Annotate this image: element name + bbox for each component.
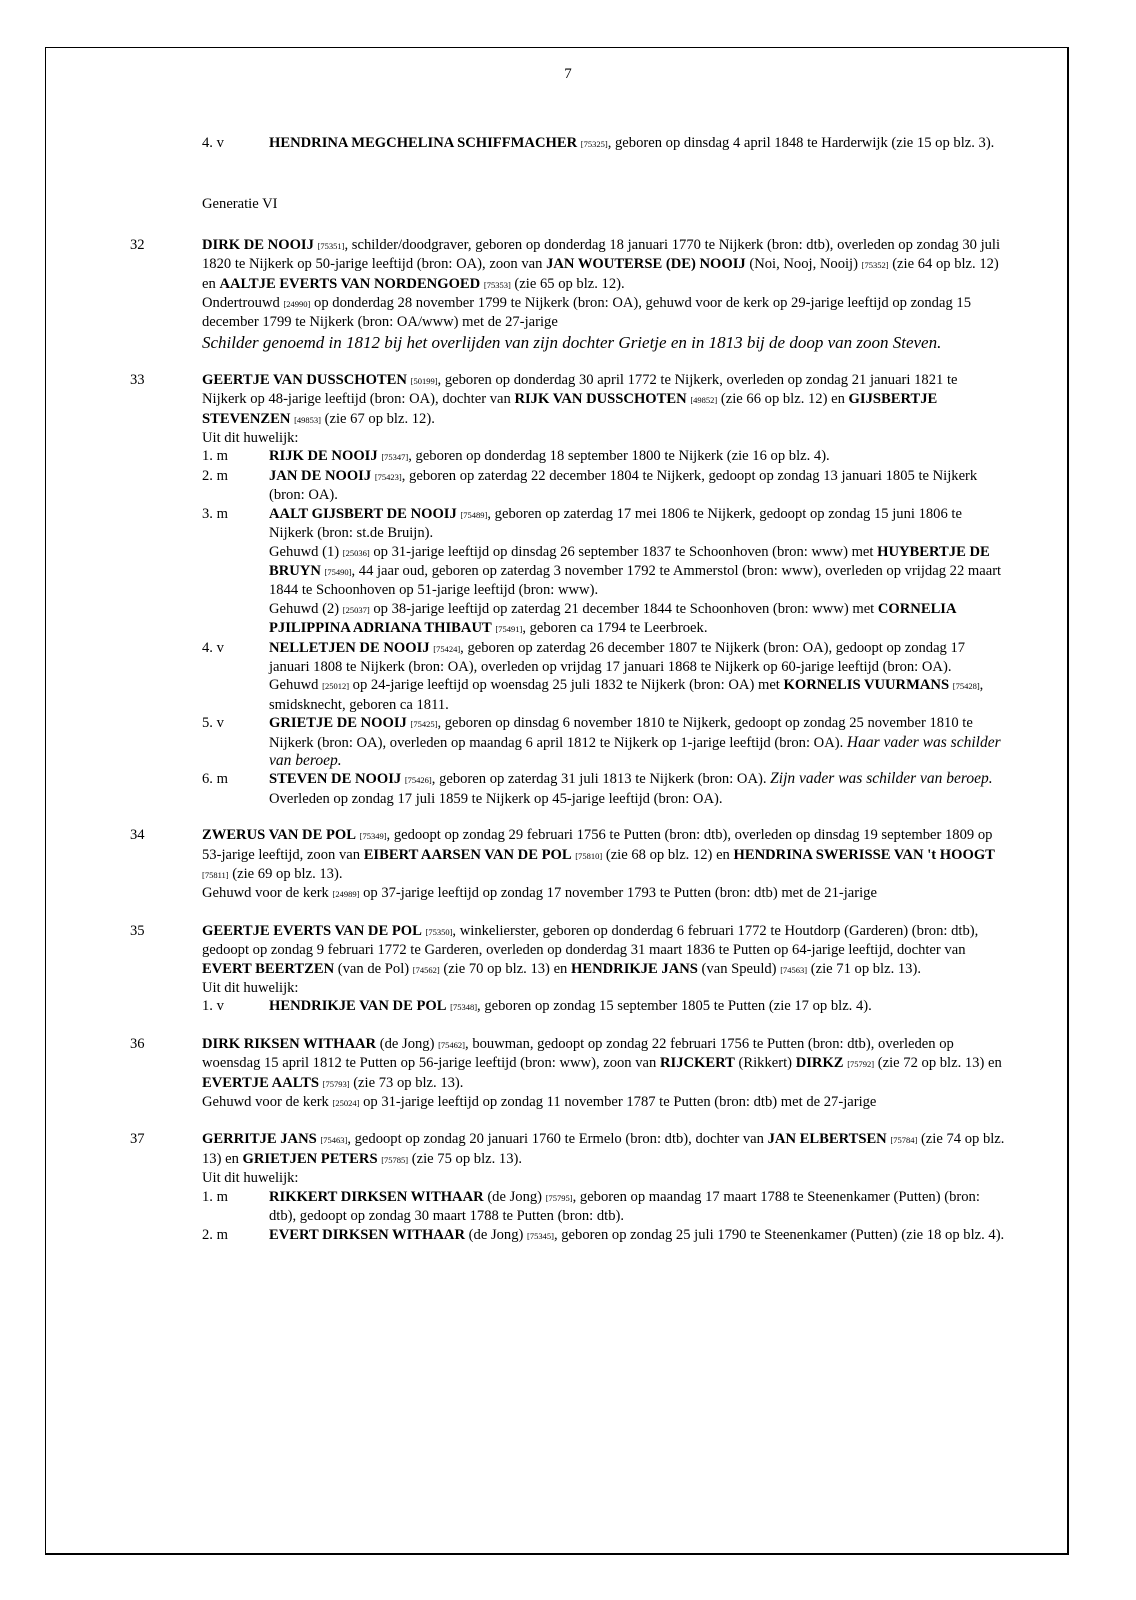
- mother-name: AALTJE EVERTS VAN NORDENGOED: [219, 275, 481, 292]
- person-name: STEVEN DE NOOIJ: [269, 771, 402, 788]
- person-name: RIJK DE NOOIJ: [269, 448, 378, 465]
- person-name: HENDRIKJE VAN DE POL: [269, 998, 447, 1015]
- person-name: RIKKERT DIRKSEN WITHAAR: [269, 1188, 484, 1205]
- child-entry: 5. v GRIETJE DE NOOIJ [75425], geboren op dinsdag 6 november 1810 te Nijkerk, gedoopt op zondag 25 november 1810 te Nijkerk (bron: OA), overleden op maandag 6 april 1812 te Nijkerk op 1-jarige leeftijd (bron: OA). Haar vader was schilder van beroep.: [202, 715, 1001, 769]
- person-entry-37: 37 GERRITJE JANS [75463], gedoopt op zondag 20 januari 1760 te Ermelo (bron: dtb), dochter van JAN ELBERTSEN [75784] (zie 74 op blz. 13) en GRIETJEN PETERS [75785] (zie 75 op blz. 13). Uit dit huwelijk:: [130, 1131, 1005, 1187]
- person-entry-36: 36 DIRK RIKSEN WITHAAR (de Jong) [75462], bouwman, gedoopt op zondag 22 februari 1756 te Putten (bron: dtb), overleden op woensdag 15 april 1812 te Putten op 56-jarige leeftijd (bron: www), zoon van RIJCKERT (Rikkert) DIRKZ [75792] (zie 72 op blz. 13) en EVERTJE AALTS [75793] (zie 73 op blz. 13). Gehuwd voor de kerk [25024] op 31-jarige leeftijd op zondag 11 november 1787 te Putten (bron: dtb) met de 27-jarige: [130, 1035, 1002, 1111]
- person-ref: [75325]: [580, 139, 608, 149]
- person-name: DIRK DE NOOIJ: [202, 236, 314, 253]
- person-name: NELLETJEN DE NOOIJ: [269, 639, 430, 656]
- person-name: GEERTJE VAN DUSSCHOTEN: [202, 371, 407, 388]
- page-number: 7: [564, 66, 572, 82]
- father-name: JAN ELBERTSEN: [767, 1131, 887, 1148]
- person-name: HENDRINA MEGCHELINA SCHIFFMACHER: [269, 135, 578, 151]
- children-heading: Uit dit huwelijk:: [202, 980, 299, 997]
- children-heading: Uit dit huwelijk:: [202, 1170, 299, 1187]
- note: Schilder genoemd in 1812 bij het overlijden van zijn dochter Grietje en in 1813 bij de doop van zoon Steven.: [202, 332, 942, 352]
- entry-number: 35: [130, 922, 145, 939]
- child-label: 4. v: [202, 135, 224, 151]
- child-entry: 3. m AALT GIJSBERT DE NOOIJ [75489], geboren op zaterdag 17 mei 1806 te Nijkerk, gedoopt op zondag 15 juni 1806 te Nijkerk (bron: st.de Bruijn). Gehuwd (1) [25036] op 31-jarige leeftijd op dinsdag 26 september 1837 te Schoonhoven (bron: www) met HUYBERTJE DE BRUYN [75490], 44 jaar oud, geboren op zaterdag 3 november 1792 te Ammerstol (bron: www), overleden op vrijdag 22 maart 1844 te Schoonhoven op 51-jarige leeftijd (bron: www). Gehuwd (2) [25037] op 38-jarige leeftijd op zaterdag 21 december 1844 te Schoonhoven (bron: www) met CORNELIA PJILIPPINA ADRIANA THIBAUT [75491], geboren ca 1794 te Leerbroek.: [202, 505, 1002, 637]
- child-entry: 1. v HENDRIKJE VAN DE POL [75348], geboren op zondag 15 september 1805 te Putten (zie 17 op blz. 4).: [202, 998, 872, 1015]
- person-entry-32: 32 DIRK DE NOOIJ [75351], schilder/doodgraver, geboren op donderdag 18 januari 1770 te Nijkerk (bron: dtb), overleden op zondag 30 juli 1820 te Nijkerk op 50-jarige leeftijd (bron: OA), zoon van JAN WOUTERSE (DE) NOOIJ (Noi, Nooj, Nooij) [75352] (zie 64 op blz. 12) en AALTJE EVERTS VAN NORDENGOED [75353] (zie 65 op blz. 12). Ondertrouwd [24990] op donderdag 28 november 1799 te Nijkerk (bron: OA), gehuwd voor de kerk op 29-jarige leeftijd op zondag 15 december 1799 te Nijkerk (bron: OA/www) met de 27-jarige Schilder genoemd in 1812 bij het overlijden van zijn dochter Grietje en in 1813 bij de doop van zoon Steven.: [130, 236, 1005, 353]
- father-name: RIJK VAN DUSSCHOTEN: [514, 391, 687, 408]
- child-entry: 6. m STEVEN DE NOOIJ [75426], geboren op zaterdag 31 juli 1813 te Nijkerk (bron: OA). Zijn vader was schilder van beroep. Overleden op zondag 17 juli 1859 te Nijkerk op 45-jarige leeftijd (bron: OA).: [202, 770, 993, 807]
- note: Zijn vader was schilder van beroep.: [770, 770, 993, 788]
- person-entry-34: 34 ZWERUS VAN DE POL [75349], gedoopt op zondag 29 februari 1756 te Putten (bron: dtb), overleden op dinsdag 19 september 1809 op 53-jarige leeftijd, zoon van EIBERT AARSEN VAN DE POL [75810] (zie 68 op blz. 12) en HENDRINA SWERISSE VAN 't HOOGT [75811] (zie 69 op blz. 13). Gehuwd voor de kerk [24989] op 37-jarige leeftijd op zondag 17 november 1793 te Putten (bron: dtb) met de 21-jarige: [130, 827, 995, 902]
- mother-name: HENDRIKJE JANS: [571, 960, 698, 977]
- mother-name: GRIETJEN PETERS: [242, 1150, 378, 1167]
- child-entry: 1. m RIJK DE NOOIJ [75347], geboren op donderdag 18 september 1800 te Nijkerk (zie 16 op blz. 4).: [202, 448, 830, 465]
- father-name: RIJCKERT: [659, 1055, 735, 1072]
- spouse-name: CORNELIA PJILIPPINA ADRIANA THIBAUT: [269, 600, 956, 637]
- entry-number: 32: [130, 236, 145, 253]
- child-entry: 2. m JAN DE NOOIJ [75423], geboren op zaterdag 22 december 1804 te Nijkerk, gedoopt op zondag 13 januari 1805 te Nijkerk (bron: OA).: [202, 467, 978, 504]
- note: Haar vader was schilder van beroep.: [269, 733, 1001, 769]
- father-name: EVERT BEERTZEN: [202, 960, 335, 977]
- person-name: GEERTJE EVERTS VAN DE POL: [202, 922, 422, 939]
- genealogy-text: [130, 134, 1005, 1245]
- person-name: EVERT DIRKSEN WITHAAR: [269, 1226, 466, 1243]
- entry-number: 36: [130, 1035, 145, 1052]
- entry-number: 37: [130, 1131, 145, 1148]
- mother-name: GIJSBERTJE STEVENZEN: [202, 391, 938, 427]
- person-name: DIRK RIKSEN WITHAAR: [202, 1035, 377, 1052]
- mother-name: HENDRINA SWERISSE VAN 't HOOGT: [733, 846, 995, 863]
- spouse-name: HUYBERTJE DE BRUYN: [269, 543, 990, 579]
- child-entry: 4. v NELLETJEN DE NOOIJ [75424], geboren op zaterdag 26 december 1807 te Nijkerk (bron: OA), gedoopt op zondag 17 januari 1808 te Nijkerk (bron: OA), overleden op vrijdag 17 januari 1868 te Nijkerk op 60-jarige leeftijd (bron: OA). Gehuwd [25012] op 24-jarige leeftijd op woensdag 25 juli 1832 te Nijkerk (bron: OA) met KORNELIS VUURMANS [75428], smidsknecht, geboren ca 1811.: [202, 639, 984, 713]
- person-entry-35: 35 GEERTJE EVERTS VAN DE POL [75350], winkelierster, geboren op donderdag 6 februari 1772 te Houtdorp (Garderen) (bron: dtb), gedoopt op zondag 9 februari 1772 te Garderen, overleden op donderdag 31 maart 1836 te Putten op 64-jarige leeftijd, dochter van EVERT BEERTZEN (van de Pol) [74562] (zie 70 op blz. 13) en HENDRIKJE JANS (van Speuld) [74563] (zie 71 op blz. 13). Uit dit huwelijk:: [130, 922, 979, 997]
- person-name: ZWERUS VAN DE POL: [202, 827, 356, 844]
- child-entry: 2. m EVERT DIRKSEN WITHAAR (de Jong) [75345], geboren op zondag 25 juli 1790 te Steenenkamer (Putten) (zie 18 op blz. 4).: [202, 1226, 1005, 1243]
- person-entry-33: 33 GEERTJE VAN DUSSCHOTEN [50199], geboren op donderdag 30 april 1772 te Nijkerk, overleden op zondag 21 januari 1821 te Nijkerk op 48-jarige leeftijd (bron: OA), dochter van RIJK VAN DUSSCHOTEN [49852] (zie 66 op blz. 12) en GIJSBERTJE STEVENZEN [49853] (zie 67 op blz. 12). Uit dit huwelijk:: [130, 371, 958, 447]
- father-name: EIBERT AARSEN VAN DE POL: [363, 846, 572, 863]
- child-entry: 1. m RIKKERT DIRKSEN WITHAAR (de Jong) [75795], geboren op maandag 17 maart 1788 te Steenenkamer (Putten) (bron: dtb), gedoopt op zondag 30 maart 1788 te Putten (bron: dtb).: [202, 1188, 980, 1225]
- entry-number: 33: [130, 371, 145, 388]
- person-name: AALT GIJSBERT DE NOOIJ: [269, 505, 457, 522]
- child-entry: 4. v HENDRINA MEGCHELINA SCHIFFMACHER [75325], geboren op dinsdag 4 april 1848 te Harderwijk (zie 15 op blz. 3).: [202, 135, 995, 151]
- father-name: JAN WOUTERSE (DE) NOOIJ: [546, 256, 746, 273]
- person-name: GERRITJE JANS: [202, 1131, 317, 1148]
- spouse-name: KORNELIS VUURMANS: [783, 677, 950, 694]
- generation-heading: Generatie VI: [202, 196, 278, 213]
- person-name: GRIETJE DE NOOIJ: [269, 715, 407, 732]
- entry-number: 34: [130, 827, 145, 844]
- person-name: JAN DE NOOIJ: [269, 467, 372, 484]
- mother-name: EVERTJE AALTS: [202, 1074, 319, 1091]
- children-heading: Uit dit huwelijk:: [202, 430, 299, 447]
